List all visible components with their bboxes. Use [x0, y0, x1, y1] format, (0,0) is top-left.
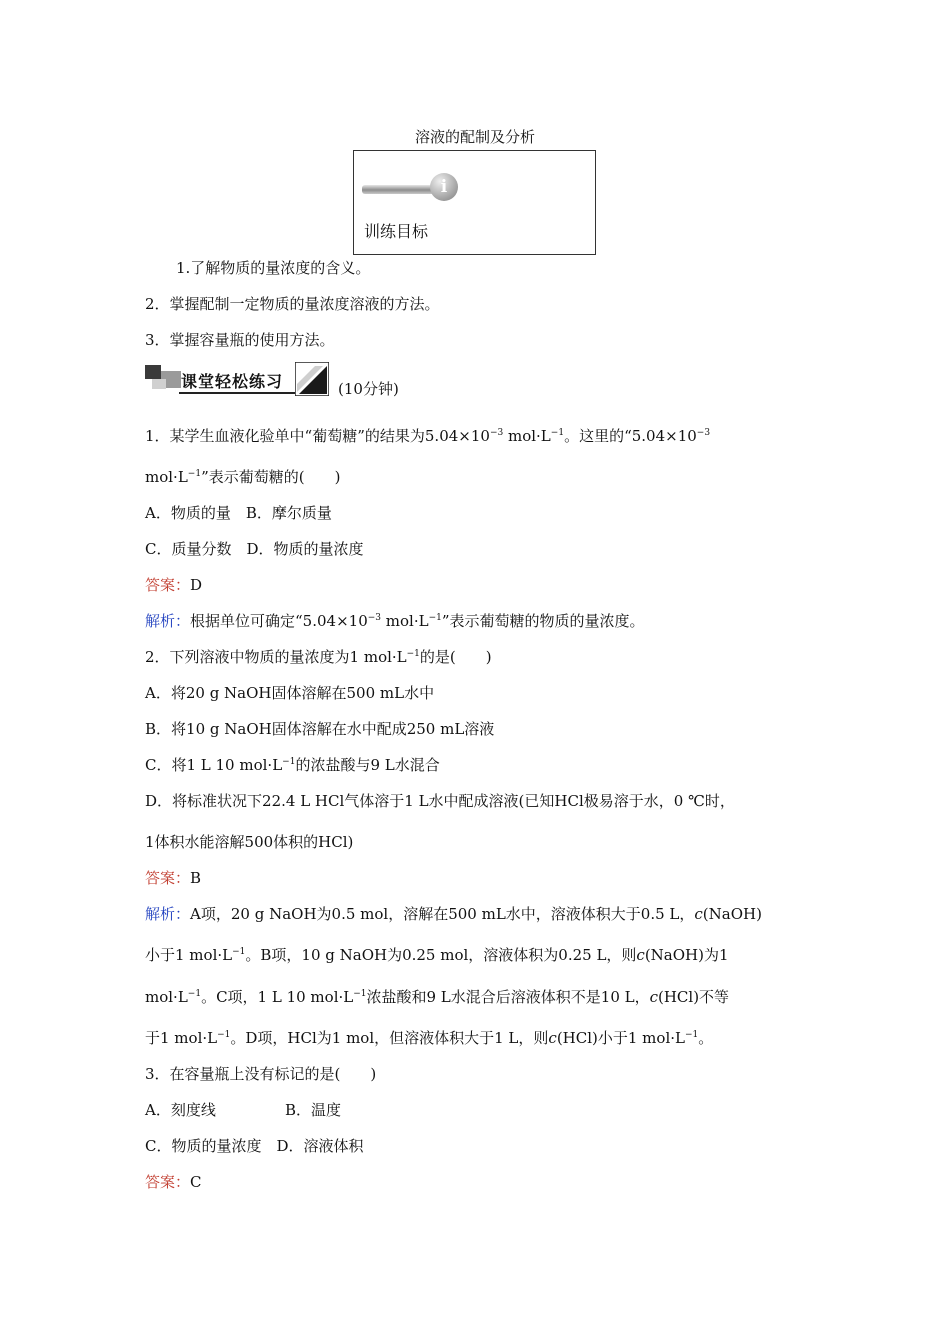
- q1-stem-line2: $mol\cdot L^{-1}$”表示葡萄糖的( ): [145, 468, 341, 486]
- q1-options-cd: C．质量分数 D．物质的量浓度: [145, 540, 364, 558]
- answer-label: 答案：: [145, 576, 191, 594]
- q2-option-d-line2: 1体积水能溶解500体积的HCl): [145, 833, 354, 851]
- training-goal-box: [353, 150, 596, 255]
- answer-label: 答案：: [145, 1173, 191, 1191]
- banner-square-decoration: [152, 379, 166, 389]
- q3-option-b: B．温度: [285, 1101, 342, 1119]
- section-underline: [179, 392, 295, 394]
- objective-1: 1.了解物质的量浓度的含义。: [176, 259, 371, 277]
- q3-options-cd: C．物质的量浓度 D．溶液体积: [145, 1137, 364, 1155]
- q2-analysis-line3: $mol\cdot L^{-1}$。C项，1 L 10 $mol\cdot L^{-1}$浓盐酸和9 L水混合后溶液体积不是10 L，c(HCl)不等: [145, 988, 730, 1006]
- q2-analysis-line2: 小于1 $mol\cdot L^{-1}$。B项，10 g NaOH为0.25 mol，溶液体积为0.25 L，则c(NaOH)为1: [145, 946, 729, 964]
- q2-stem: 2．下列溶液中物质的量浓度为1 $mol\cdot L^{-1}$的是( ): [145, 648, 492, 666]
- q3-answer: 答案：C: [145, 1173, 202, 1191]
- q2-analysis-line4: 于1 $mol\cdot L^{-1}$。D项，HCl为1 mol，但溶液体积大于1 L，则c(HCl)小于1 $mol\cdot L^{-1}$。: [145, 1029, 714, 1047]
- answer-label: 答案：: [145, 869, 191, 887]
- analysis-label: 解析：: [145, 612, 191, 630]
- info-icon: i: [430, 173, 458, 201]
- q1-options-ab: A．物质的量 B．摩尔质量: [145, 504, 332, 522]
- objective-3: 3．掌握容量瓶的使用方法。: [145, 331, 335, 349]
- objective-2: 2．掌握配制一定物质的量浓度溶液的方法。: [145, 295, 440, 313]
- q1-stem-line1: 1．某学生血液化验单中“葡萄糖”的结果为$5.04\times 10^{-3}$ $mol\cdot L^{-1}$。这里的“$5.04\times 10^{-3}$: [145, 427, 711, 445]
- q2-option-a: A．将20 g NaOH固体溶解在500 mL水中: [145, 684, 435, 702]
- q2-option-d-line1: D．将标准状况下22.4 L HCl气体溶于1 L水中配成溶液(已知HCl极易溶于水，0 ℃时，: [145, 792, 735, 810]
- q3-stem: 3．在容量瓶上没有标记的是( ): [145, 1065, 377, 1083]
- q3-option-a: A．刻度线: [145, 1101, 216, 1119]
- section-title: 课堂轻松练习: [181, 372, 284, 391]
- analysis-label: 解析：: [145, 905, 191, 923]
- q1-answer: 答案：D: [145, 576, 203, 594]
- section-time: (10分钟): [338, 380, 399, 398]
- triangle-corner-icon: [295, 362, 329, 396]
- q2-answer: 答案：B: [145, 869, 202, 887]
- q2-option-b: B．将10 g NaOH固体溶解在水中配成250 mL溶液: [145, 720, 495, 738]
- q1-analysis: 解析：根据单位可确定“$5.04\times 10^{-3}$ $mol\cdot L^{-1}$”表示葡萄糖的物质的量浓度。: [145, 612, 645, 630]
- section-banner: [145, 362, 330, 398]
- banner-square-decoration: [145, 365, 161, 379]
- document-title: 溶液的配制及分析: [414, 128, 535, 146]
- q2-option-c: C．将1 L 10 $mol\cdot L^{-1}$的浓盐酸与9 L水混合: [145, 756, 440, 774]
- training-goal-label: 训练目标: [364, 222, 429, 241]
- q2-analysis-line1: 解析：A项，20 g NaOH为0.5 mol，溶解在500 mL水中，溶液体积大于0.5 L，c(NaOH): [145, 905, 762, 923]
